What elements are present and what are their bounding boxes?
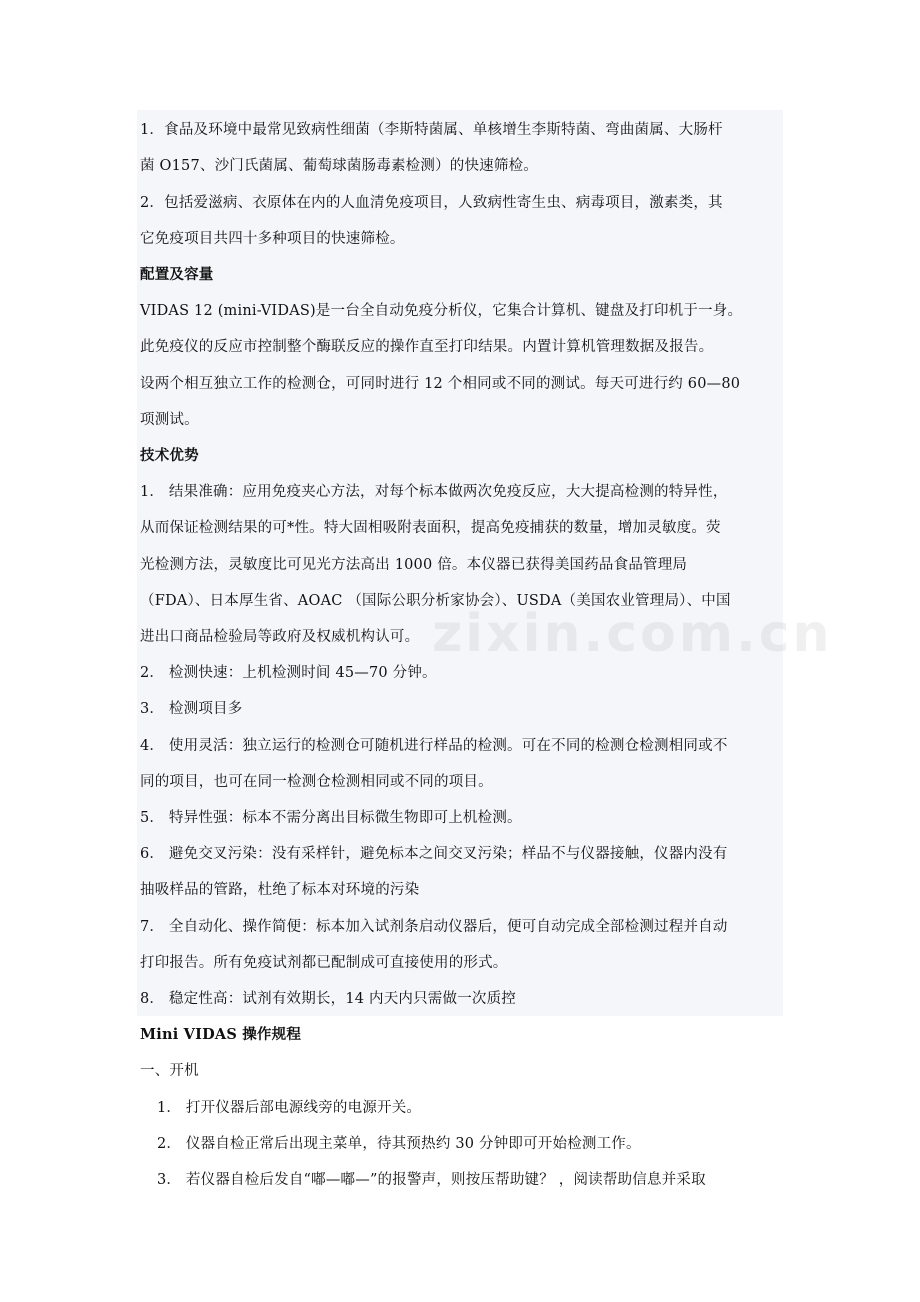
paragraph-line: 项测试。 [140,412,199,428]
section-heading: Mini VIDAS 操作规程 [140,1026,302,1043]
paragraph-line: 此免疫仪的反应市控制整个酶联反应的操作直至打印结果。内置计算机管理数据及报告。 [140,339,714,355]
paragraph-line: 2． 检测快速：上机检测时间 45—70 分钟。 [140,665,437,681]
list-item: 3． 若仪器自检后发自“嘟—嘟—”的报警声，则按压帮助键？ ，阅读帮助信息并采取 [157,1172,706,1188]
paragraph-line: 7． 全自动化、操作简便：标本加入试剂条启动仪器后，便可自动完成全部检测过程并自动 [140,919,728,935]
paragraph-line: 8． 稳定性高：试剂有效期长，14 内天内只需做一次质控 [140,991,516,1007]
paragraph-line: 菌 O157、沙门氏菌属、葡萄球菌肠毒素检测）的快速筛检。 [140,158,538,174]
paragraph-line: 从而保证检测结果的可*性。特大固相吸附表面积，提高免疫捕获的数量，增加灵敏度。荧 [140,520,721,536]
paragraph-line: 6． 避免交叉污染：没有采样针，避免标本之间交叉污染；样品不与仪器接触，仪器内没有 [140,846,728,862]
paragraph-line: 同的项目，也可在同一检测仓检测相同或不同的项目。 [140,774,493,790]
watermark: zixin.com.cn [432,604,833,664]
paragraph-line: 一、开机 [140,1063,199,1079]
paragraph-line: 1． 结果准确：应用免疫夹心方法，对每个标本做两次免疫反应，大大提高检测的特异性， [140,484,728,500]
paragraph-line: 4． 使用灵活：独立运行的检测仓可随机进行样品的检测。可在不同的检测仓检测相同或不 [140,738,728,754]
paragraph-line: VIDAS 12 (mini-VIDAS)是一台全自动免疫分析仪，它集合计算机、键盘及打印机于一身。 [140,303,743,319]
paragraph-line: 它免疫项目共四十多种项目的快速筛检。 [140,231,405,247]
paragraph-line: 设两个相互独立工作的检测仓，可同时进行 12 个相同或不同的测试。每天可进行约 60—80 [140,376,741,392]
paragraph-line: 抽吸样品的管路，杜绝了标本对环境的污染 [140,882,420,898]
list-item: 2． 仪器自检正常后出现主菜单，待其预热约 30 分钟即可开始检测工作。 [157,1136,641,1152]
section-heading: 配置及容量 [140,266,214,283]
list-item: 1． 打开仪器后部电源线旁的电源开关。 [157,1100,422,1116]
section-heading: 技术优势 [140,447,199,464]
paragraph-line: 3． 检测项目多 [140,701,243,717]
paragraph-line: （FDA）、日本厚生省、AOAC （国际公职分析家协会）、USDA（美国农业管理局）、中国 [140,593,731,609]
paragraph-line: 1．食品及环境中最常见致病性细菌（李斯特菌属、单核增生李斯特菌、弯曲菌属、大肠杆 [140,122,723,138]
paragraph-line: 打印报告。所有免疫试剂都已配制成可直接使用的形式。 [140,955,508,971]
paragraph-line: 进出口商品检验局等政府及权威机构认可。 [140,629,420,645]
paragraph-line: 光检测方法，灵敏度比可见光方法高出 1000 倍。本仪器已获得美国药品食品管理局 [140,557,688,573]
paragraph-line: 5． 特异性强：标本不需分离出目标微生物即可上机检测。 [140,810,522,826]
paragraph-line: 2．包括爱滋病、衣原体在内的人血清免疫项目，人致病性寄生虫、病毒项目，激素类，其 [140,195,723,211]
